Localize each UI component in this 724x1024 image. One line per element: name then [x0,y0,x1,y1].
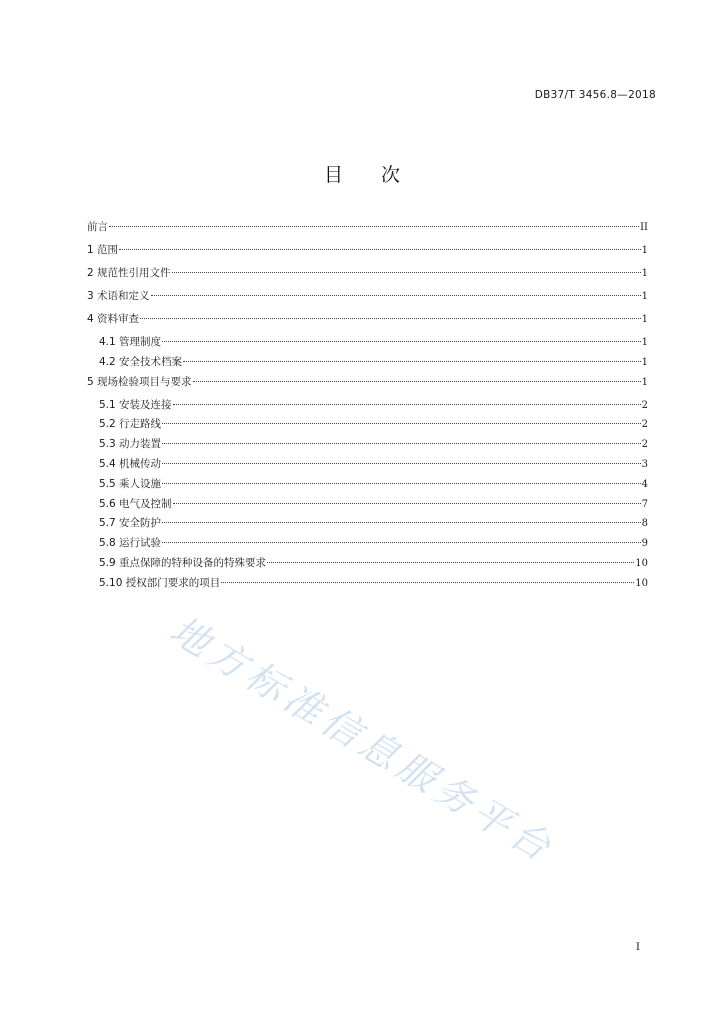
toc-entry-label: 1 范围 [87,244,119,256]
toc-entry-label: 5.4 机械传动 [99,457,162,470]
toc-entry-page: 7 [641,498,648,510]
toc-dot-leader [162,522,641,523]
toc-entry-label: 4.1 管理制度 [99,336,162,348]
toc-entry[interactable] [87,536,648,556]
toc-entry[interactable] [87,243,648,266]
toc-entry-label: 5.9 重点保障的特种设备的特殊要求 [99,556,267,569]
toc-entry-label: 5.1 安装及连接 [99,398,172,411]
toc-entry[interactable] [87,556,648,576]
toc-dot-leader [183,361,641,362]
toc-entry-page: 4 [641,478,648,490]
toc-entry-page: 1 [641,245,648,256]
toc-entry-page: 1 [641,337,648,348]
toc-entry[interactable] [87,312,648,335]
toc-entry[interactable] [87,289,648,312]
toc-entry[interactable] [87,220,648,243]
toc-entry-label: 5.7 安全防护 [99,517,162,530]
toc-entry[interactable] [87,266,648,289]
toc-dot-leader [140,318,641,319]
toc-dot-leader [162,542,641,543]
toc-entry-label: 5.6 电气及控制 [99,497,172,510]
toc-entry[interactable] [87,335,648,355]
toc-dot-leader [172,272,641,273]
toc-entry[interactable] [87,355,648,375]
toc-entry-page: 1 [641,376,648,388]
toc-dot-leader [151,295,641,296]
toc-dot-leader [173,404,641,405]
toc-entry-label: 5.2 行走路线 [99,418,162,431]
toc-entry-page: 8 [641,518,648,530]
toc-entry[interactable] [87,497,648,517]
toc-entry-page: 2 [641,439,648,451]
toc-entry-label: 4 资料审查 [87,313,140,325]
toc-entry-label: 5 现场检验项目与要求 [87,375,192,388]
toc-dot-leader [162,463,641,464]
toc-entry-label: 5.8 运行试验 [99,537,162,550]
toc-dot-leader [162,443,641,444]
toc-dot-leader [193,381,641,382]
toc-dot-leader [119,249,641,250]
page-number: I [635,941,640,953]
toc-dot-leader [221,582,634,583]
toc-entry-page: 9 [641,538,648,550]
toc-entry-label: 5.10 授权部门要求的项目 [99,576,221,589]
toc-entry-label: 4.2 安全技术档案 [99,355,183,368]
toc-entry[interactable] [87,576,648,596]
table-of-contents [87,220,648,596]
toc-dot-leader [267,562,634,563]
toc-entry[interactable] [87,437,648,457]
document-code: DB37/T 3456.8—2018 [534,89,656,101]
title-left-char: 目 [323,164,343,186]
toc-entry-page: 1 [641,268,648,279]
toc-entry-page: 10 [635,577,648,589]
toc-entry-page: II [640,222,648,233]
toc-entry[interactable] [87,417,648,437]
toc-entry-page: 10 [635,557,648,569]
toc-dot-leader [162,483,641,484]
toc-dot-leader [173,503,641,504]
toc-entry-page: 2 [641,399,648,411]
toc-dot-leader [162,423,641,424]
toc-entry-page: 1 [641,291,648,302]
title-right-char: 次 [381,164,401,186]
toc-entry-page: 1 [641,356,648,368]
toc-entry[interactable] [87,516,648,536]
toc-entry[interactable] [87,477,648,497]
toc-entry-page: 3 [641,458,648,470]
toc-entry-label: 5.3 动力装置 [99,438,162,451]
page-title [0,160,724,187]
toc-entry-label: 5.5 乘人设施 [99,477,162,490]
toc-entry[interactable] [87,375,648,398]
toc-entry-label: 3 术语和定义 [87,290,150,302]
toc-dot-leader [109,226,639,227]
toc-entry[interactable] [87,457,648,477]
watermark: 地方标准信息服务平台 [162,607,563,873]
toc-entry[interactable] [87,398,648,418]
toc-dot-leader [162,341,641,342]
toc-entry-page: 2 [641,419,648,431]
toc-entry-label: 2 规范性引用文件 [87,267,171,279]
toc-entry-label: 前言 [87,221,108,233]
toc-entry-page: 1 [641,314,648,325]
